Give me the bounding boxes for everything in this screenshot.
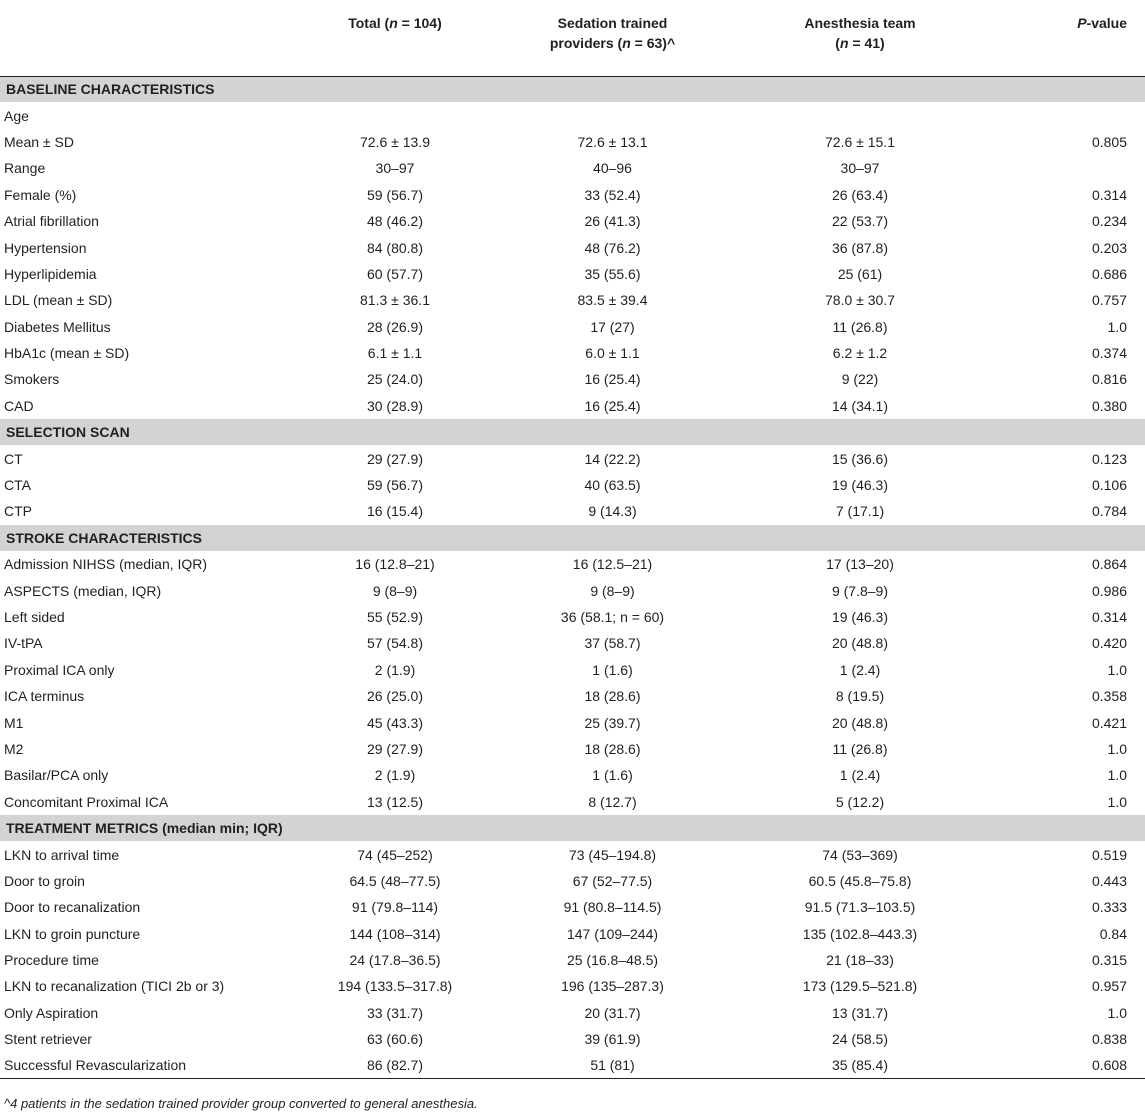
cell-anesthesia: 20 (48.8) (831, 714, 889, 731)
cell-anesthesia: 9 (22) (841, 371, 879, 388)
cell-p: 0.315 (1091, 952, 1127, 969)
cell-anesthesia: 1 (2.4) (839, 661, 881, 678)
cell-p: 0.234 (1091, 213, 1127, 230)
cell-anesthesia: 7 (17.1) (835, 503, 885, 520)
cell-total: 2 (1.9) (374, 767, 416, 784)
cell-sedation: 6.0 ± 1.1 (585, 345, 640, 362)
cell-anesthesia: 1 (2.4) (839, 767, 881, 784)
cell-p: 0.374 (1091, 345, 1127, 362)
table-row (0, 472, 1145, 498)
cell-label: Left sided (4, 609, 65, 625)
table-row (0, 366, 1145, 392)
cell-label: Female (%) (4, 186, 77, 203)
cell-sedation: 25 (16.8–48.5) (566, 952, 659, 969)
cell-total: 2 (1.9) (374, 661, 416, 678)
cell-anesthesia: 26 (63.4) (831, 186, 889, 203)
cell-total: 24 (17.8–36.5) (349, 952, 441, 969)
table-row (0, 182, 1145, 208)
cell-p: 0.784 (1091, 503, 1127, 520)
cell-label: Atrial fibrillation (4, 213, 99, 230)
cell-sedation: 17 (27) (590, 318, 635, 335)
cell-p (985, 155, 1145, 181)
table-row (0, 551, 1145, 577)
cell-total: 57 (54.8) (366, 635, 424, 652)
table-header (0, 0, 1145, 76)
table-row (0, 498, 1145, 524)
cell-total: 63 (60.6) (366, 1031, 424, 1048)
cell-label: Basilar/PCA only (4, 767, 109, 784)
cell-anesthesia (735, 102, 985, 128)
cell-sedation: 9 (8–9) (590, 582, 635, 599)
table-row (0, 1000, 1145, 1026)
cell-anesthesia: 21 (18–33) (826, 952, 894, 969)
cell-p: 1.0 (1107, 318, 1127, 335)
cell-label: Smokers (4, 371, 60, 388)
cell-total: 60 (57.7) (366, 265, 424, 282)
cell-label: Diabetes Mellitus (4, 318, 111, 335)
table-row (0, 947, 1145, 973)
table-row (0, 445, 1145, 471)
cell-total: 81.3 ± 36.1 (360, 292, 430, 309)
cell-p: 0.84 (1099, 925, 1127, 942)
cell-sedation (490, 102, 735, 128)
cell-anesthesia: 14 (34.1) (831, 397, 889, 414)
cell-total: 72.6 ± 13.9 (360, 133, 430, 150)
cell-anesthesia: 25 (61) (837, 265, 883, 282)
cell-p: 0.864 (1091, 556, 1127, 573)
cell-anesthesia: 22 (53.7) (831, 213, 889, 230)
table-row (0, 683, 1145, 709)
cell-p: 0.757 (1091, 292, 1127, 309)
cell-p: 0.443 (1091, 872, 1127, 889)
table-row (0, 973, 1145, 999)
cell-label: Door to groin (4, 872, 85, 889)
cell-label: Admission NIHSS (median, IQR) (4, 556, 208, 573)
cell-sedation: 16 (25.4) (584, 371, 641, 388)
cell-anesthesia: 135 (102.8–443.3) (802, 925, 918, 942)
cell-label: Range (4, 160, 46, 177)
cell-total: 16 (12.8–21) (355, 556, 435, 573)
section-header-row (0, 419, 1145, 445)
cell-label: LKN to groin puncture (4, 925, 141, 942)
cell-anesthesia: 173 (129.5–521.8) (802, 978, 918, 995)
cell-label: LKN to recanalization (TICI 2b or 3) (4, 978, 225, 995)
cell-anesthesia: 91.5 (71.3–103.5) (804, 899, 916, 916)
cell-sedation: 39 (61.9) (584, 1031, 641, 1048)
header-p-value: P-value (985, 0, 1145, 76)
cell-label: CAD (4, 397, 34, 414)
cell-anesthesia: 30–97 (840, 160, 880, 177)
cell-anesthesia: 19 (46.3) (831, 609, 889, 625)
cell-sedation: 18 (28.6) (584, 740, 641, 757)
cell-anesthesia: 24 (58.5) (831, 1031, 889, 1048)
cell-anesthesia: 8 (19.5) (835, 688, 885, 705)
table-row (0, 657, 1145, 683)
table-row (0, 604, 1145, 630)
cell-label: M2 (4, 740, 24, 757)
cell-total: 91 (79.8–114) (351, 899, 439, 916)
cell-anesthesia: 19 (46.3) (831, 477, 889, 494)
cell-p: 0.203 (1091, 239, 1127, 256)
table-row (0, 709, 1145, 735)
cell-total (300, 102, 490, 128)
cell-sedation: 25 (39.7) (584, 714, 641, 731)
cell-sedation: 33 (52.4) (584, 186, 641, 203)
cell-sedation: 40 (63.5) (584, 477, 641, 494)
cell-label: ASPECTS (median, IQR) (4, 582, 162, 599)
cell-label: CTA (4, 477, 31, 494)
cell-label: Hypertension (4, 239, 87, 256)
cell-label: Door to recanalization (4, 899, 141, 916)
cell-label: CTP (4, 503, 32, 520)
cell-total: 74 (45–252) (357, 846, 433, 863)
cell-p: 0.421 (1091, 714, 1127, 731)
table-row (0, 577, 1145, 603)
cell-label: M1 (4, 714, 24, 731)
cell-p: 0.805 (1091, 133, 1127, 150)
table-row (0, 340, 1145, 366)
cell-total: 48 (46.2) (366, 213, 424, 230)
cell-anesthesia: 9 (7.8–9) (831, 582, 889, 599)
cell-sedation: 51 (81) (490, 1052, 735, 1078)
cell-p: 0.986 (1091, 582, 1127, 599)
cell-total: 25 (24.0) (366, 371, 424, 388)
cell-total: 194 (133.5–317.8) (337, 978, 453, 995)
cell-sedation: 67 (52–77.5) (572, 872, 653, 889)
cell-total: 16 (15.4) (366, 503, 424, 520)
cell-label: ICA terminus (4, 688, 85, 705)
cell-anesthesia: 11 (26.8) (832, 318, 888, 335)
cell-label: Stent retriever (4, 1031, 92, 1048)
section-header-row (0, 815, 1145, 841)
table-row (0, 208, 1145, 234)
cell-label: IV-tPA (4, 635, 43, 652)
cell-p: 0.519 (1091, 846, 1127, 863)
cell-anesthesia: 13 (31.7) (831, 1004, 889, 1021)
header-sedation: Sedation trained providers (n = 63)^ (490, 0, 735, 76)
table-row (0, 921, 1145, 947)
cell-label: Proximal ICA only (4, 661, 115, 678)
cell-total: 28 (26.9) (366, 318, 424, 335)
table-row (0, 762, 1145, 788)
cell-p (985, 102, 1145, 128)
cell-anesthesia: 60.5 (45.8–75.8) (808, 872, 912, 889)
cell-p: 0.314 (1091, 609, 1127, 625)
cell-label: Mean ± SD (4, 133, 74, 150)
cell-anesthesia: 72.6 ± 15.1 (825, 133, 895, 150)
cell-sedation: 16 (12.5–21) (572, 556, 653, 573)
cell-p: 0.838 (1091, 1031, 1127, 1048)
cell-sedation: 48 (76.2) (584, 239, 641, 256)
cell-sedation: 18 (28.6) (584, 688, 641, 705)
cell-total: 55 (52.9) (366, 609, 424, 625)
cell-p: 0.380 (1091, 397, 1127, 414)
cell-sedation: 9 (14.3) (588, 503, 637, 520)
header-anesthesia: Anesthesia team (n = 41) (735, 0, 985, 76)
cell-p: 0.686 (1091, 265, 1127, 282)
cell-p: 1.0 (1107, 661, 1127, 678)
table-row (0, 393, 1145, 419)
section-title: SELECTION SCAN (0, 419, 1145, 445)
cell-total: 30 (28.9) (366, 397, 424, 414)
cell-sedation: 83.5 ± 39.4 (577, 292, 648, 309)
cell-total: 29 (27.9) (366, 740, 424, 757)
cell-sedation: 8 (12.7) (588, 793, 637, 810)
table-row (0, 894, 1145, 920)
cell-sedation: 37 (58.7) (584, 635, 641, 652)
cell-p: 0.333 (1091, 899, 1127, 916)
section-header-row (0, 525, 1145, 551)
cell-anesthesia: 6.2 ± 1.2 (832, 345, 888, 362)
section-header-row (0, 76, 1145, 102)
cell-sedation: 35 (55.6) (584, 265, 641, 282)
table-footnote: ^4 patients in the sedation trained provider group converted to general anesthesia. (4, 1096, 478, 1111)
cell-label: LKN to arrival time (4, 846, 120, 863)
header-empty (0, 0, 300, 76)
cell-sedation: 20 (31.7) (584, 1004, 641, 1021)
cell-sedation: 36 (58.1; n = 60) (560, 609, 665, 625)
cell-label: HbA1c (mean ± SD) (4, 345, 130, 362)
cell-anesthesia: 36 (87.8) (831, 239, 889, 256)
cell-sedation: 40–96 (593, 160, 632, 177)
table-row (0, 234, 1145, 260)
section-title: TREATMENT METRICS (median min; IQR) (0, 815, 1145, 841)
table-row (0, 1026, 1145, 1052)
cell-anesthesia: 5 (12.2) (835, 793, 885, 810)
cell-sedation: 1 (1.6) (592, 767, 633, 784)
cell-total: 84 (80.8) (366, 239, 424, 256)
header-total: Total (n = 104) (300, 0, 490, 76)
cell-total: 144 (108–314) (349, 925, 441, 942)
cell-label: Successful Revascularization (0, 1052, 300, 1078)
table-row (0, 736, 1145, 762)
cell-sedation: 26 (41.3) (584, 213, 641, 230)
cell-anesthesia: 17 (13–20) (826, 556, 894, 573)
cell-sedation: 91 (80.8–114.5) (563, 899, 662, 916)
cell-label: LDL (mean ± SD) (4, 292, 113, 309)
cell-p: 0.123 (1091, 450, 1127, 467)
cell-total: 59 (56.7) (366, 186, 424, 203)
cell-p: 0.314 (1091, 186, 1127, 203)
cell-anesthesia: 11 (26.8) (832, 740, 888, 757)
table-body (0, 76, 1145, 1079)
cell-anesthesia: 15 (36.6) (831, 450, 889, 467)
section-title: BASELINE CHARACTERISTICS (0, 76, 1145, 102)
cell-label: CT (4, 450, 23, 467)
cell-p: 0.957 (1091, 978, 1127, 995)
cell-label: Procedure time (4, 952, 99, 969)
cell-p: 0.358 (1091, 688, 1127, 705)
cell-sedation: 1 (1.6) (592, 661, 633, 678)
cell-total: 13 (12.5) (366, 793, 424, 810)
cell-total: 26 (25.0) (366, 688, 424, 705)
table-row (0, 789, 1145, 815)
cell-total: 64.5 (48–77.5) (349, 872, 441, 889)
cell-total: 45 (43.3) (366, 714, 424, 731)
cell-sedation: 196 (135–287.3) (561, 978, 664, 995)
table-row (0, 287, 1145, 313)
table-row (0, 841, 1145, 867)
cell-p: 0.608 (985, 1052, 1145, 1078)
cell-label: Age (4, 107, 29, 124)
cell-label: Hyperlipidemia (4, 265, 97, 282)
cell-p: 1.0 (1107, 1004, 1127, 1021)
cell-anesthesia: 35 (85.4) (735, 1052, 985, 1078)
cell-sedation: 73 (45–194.8) (568, 846, 657, 863)
cell-anesthesia: 74 (53–369) (822, 846, 898, 863)
table-row (0, 868, 1145, 894)
cell-sedation: 72.6 ± 13.1 (577, 133, 648, 150)
table-row (0, 129, 1145, 155)
cell-total: 6.1 ± 1.1 (367, 345, 423, 362)
table-row (0, 155, 1145, 181)
table-row (0, 314, 1145, 340)
cell-p: 1.0 (1107, 767, 1127, 784)
cell-p: 0.106 (1091, 477, 1127, 494)
cell-p: 1.0 (1107, 740, 1127, 757)
cell-total: 9 (8–9) (372, 582, 418, 599)
cell-anesthesia: 78.0 ± 30.7 (825, 292, 895, 309)
cell-p: 1.0 (1107, 793, 1127, 810)
table-row (0, 261, 1145, 287)
cell-label: Concomitant Proximal ICA (4, 793, 169, 810)
cell-sedation: 14 (22.2) (584, 450, 641, 467)
cell-total: 33 (31.7) (366, 1004, 424, 1021)
cell-total: 86 (82.7) (300, 1052, 490, 1078)
table-row (0, 630, 1145, 656)
table-row (0, 1052, 1145, 1078)
table-row (0, 102, 1145, 128)
cell-p: 0.420 (1091, 635, 1127, 652)
cell-sedation: 16 (25.4) (584, 397, 641, 414)
cell-total: 29 (27.9) (366, 450, 424, 467)
cell-label: Only Aspiration (4, 1004, 99, 1021)
cell-total: 30–97 (375, 160, 415, 177)
cell-total: 59 (56.7) (366, 477, 424, 494)
cell-sedation: 147 (109–244) (566, 925, 659, 942)
section-title: STROKE CHARACTERISTICS (0, 525, 1145, 551)
cell-anesthesia: 20 (48.8) (831, 635, 889, 652)
cell-p: 0.816 (1091, 371, 1127, 388)
